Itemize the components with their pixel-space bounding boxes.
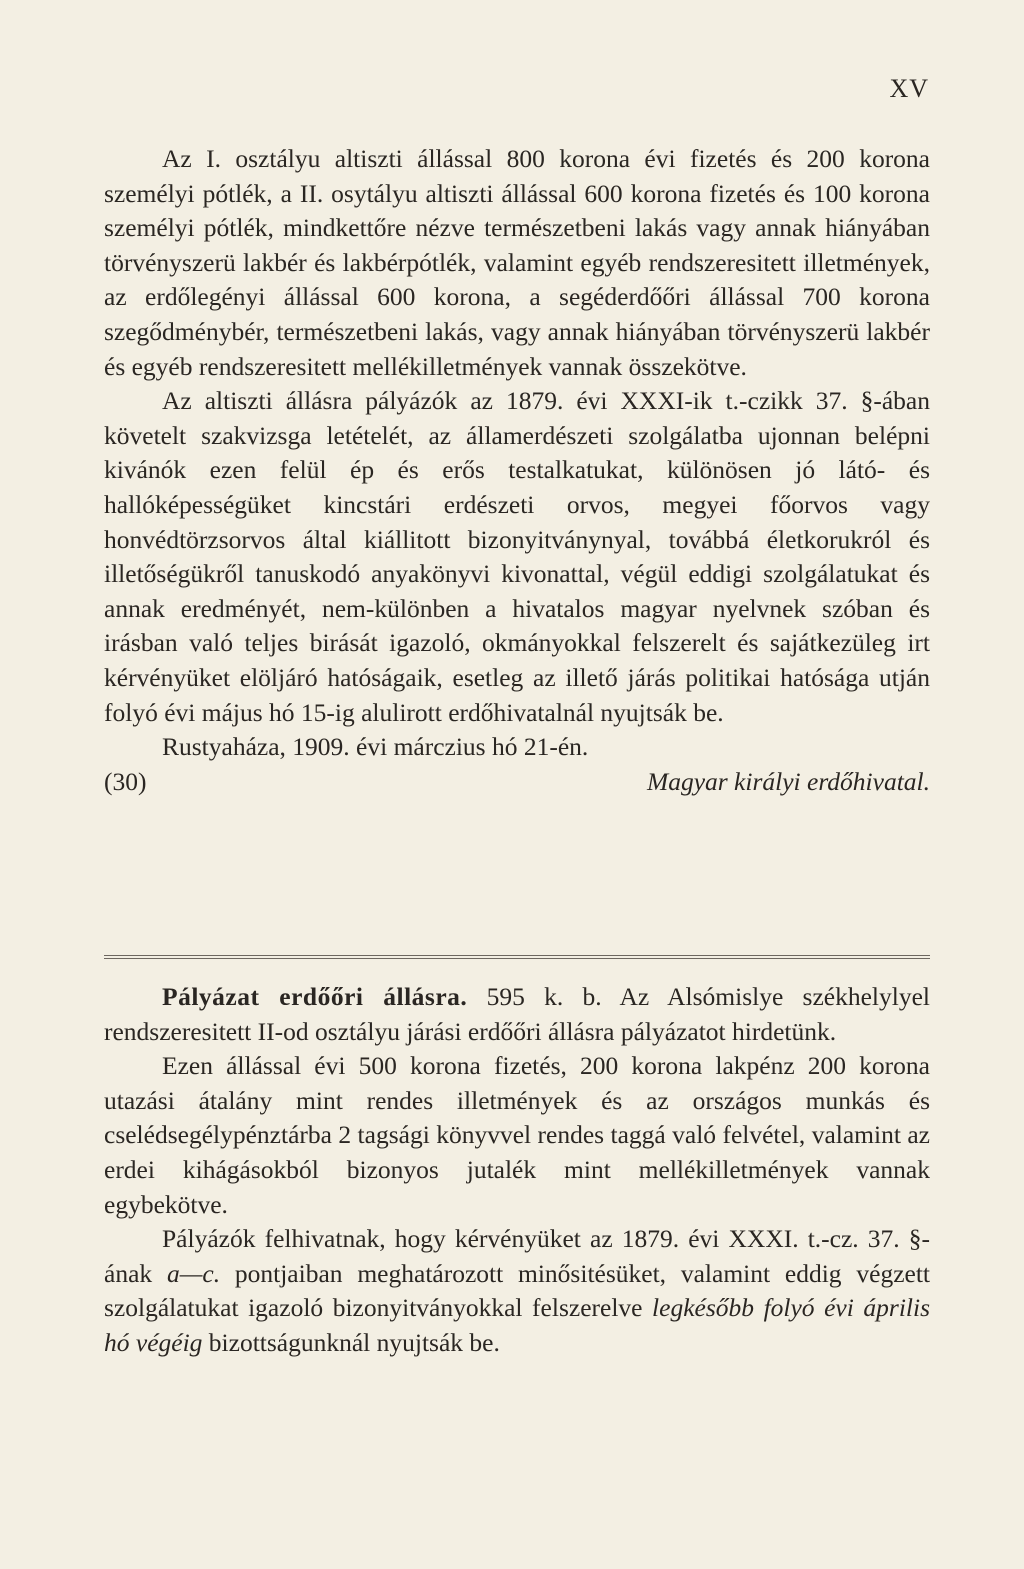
section-divider — [104, 955, 930, 959]
paragraph-instructions — [104, 1222, 930, 1360]
paragraph-announcement — [104, 980, 930, 1049]
issuing-office: Magyar királyi erdőhivatal. — [646, 766, 930, 796]
instructions-emphasis-deadline: legkésőbb folyó évi április hó végéig — [104, 1293, 930, 1357]
instructions-emphasis-points: a—c. — [166, 1258, 221, 1288]
instructions-text-b: pontjaiban meghatározott minősitésüket, valamint eddig végzett szolgálatukat igazoló bizonyitványokkal felszerelve — [104, 1258, 930, 1323]
announcement-text: 595 k. b. Az Alsómislye székhelylyel rendszeresitett II-od osztályu járási erdőőri állásra pályázatot hirdetünk. — [104, 982, 930, 1046]
page-number: XV — [889, 74, 929, 103]
signature-line — [104, 765, 930, 800]
notice-heading: Pályázat erdőőri állásra. — [162, 982, 468, 1011]
place-date: Rustyaháza, 1909. évi márczius hó 21-én. — [162, 732, 589, 762]
notice-forestry-office — [104, 142, 930, 799]
notice-forest-guard — [104, 980, 930, 1361]
reference-number: (30) — [104, 766, 147, 796]
instructions-text-a: Pályázók felhivatnak, hogy kérvényüket az 1879. évi XXXI. t.-cz. 37. §-ának — [104, 1224, 930, 1288]
paragraph-benefits: Ezen állással évi 500 korona fizetés, 200 korona lakpénz 200 korona utazási átalány mint rendes illetmények és az országos munkás és cselédsegélypénztárba 2 tagsági könyvvel rendes taggá való felvétel, valamint az erdei kihágásokból bizonyos jutalék mint mellékilletmények vannak egybekötve. — [104, 1051, 930, 1219]
instructions-text-c: bizottságunknál nyujtsák be. — [202, 1327, 500, 1357]
paragraph-salaries: Az I. osztályu altiszti állással 800 korona évi fizetés és 200 korona személyi pótlék, a II. osytályu altiszti állással 600 korona fizetés és 100 korona személyi pótlék, mindkettőre nézve természetbeni lakás vagy annak hiányában törvényszerü lakbér és lakbérpótlék, valamint egyéb rendszeresitett illetmények, az erdőlegényi állással 600 korona, a segéderdőőri állással 700 korona szegődménybér, természetbeni lakás, vagy annak hiányában törvényszerü lakbér és egyéb rendszeresitett mellékilletmények vannak összekötve. — [104, 144, 930, 381]
paragraph-requirements: Az altiszti állásra pályázók az 1879. évi XXXI-ik t.-czikk 37. §-ában követelt szakvizsga letételét, az államerdészeti szolgálatba ujonnan belépni kivánók ezen felül ép és erős testalkatukat, különösen jó látó- és hallóképességüket kincstári erdészeti orvos, megyei főorvos vagy honvédtörzsorvos által kiállitott bizonyitványnyal, továbbá életkorukról és illetőségükről tanuskodó anyakönyvi kivonattal, végül eddigi szolgálatukat és annak eredményét, nem-különben a hivatalos magyar nyelvnek szóban és irásban való teljes birását igazoló, okmányokkal felszerelt és sajátkezüleg irt kérvényüket elöljáró hatóságaik, esetleg az illető járás politikai hatósága utján folyó évi május hó 15-ig alulirott erdőhivatalnál nyujtsák be. — [104, 386, 930, 727]
